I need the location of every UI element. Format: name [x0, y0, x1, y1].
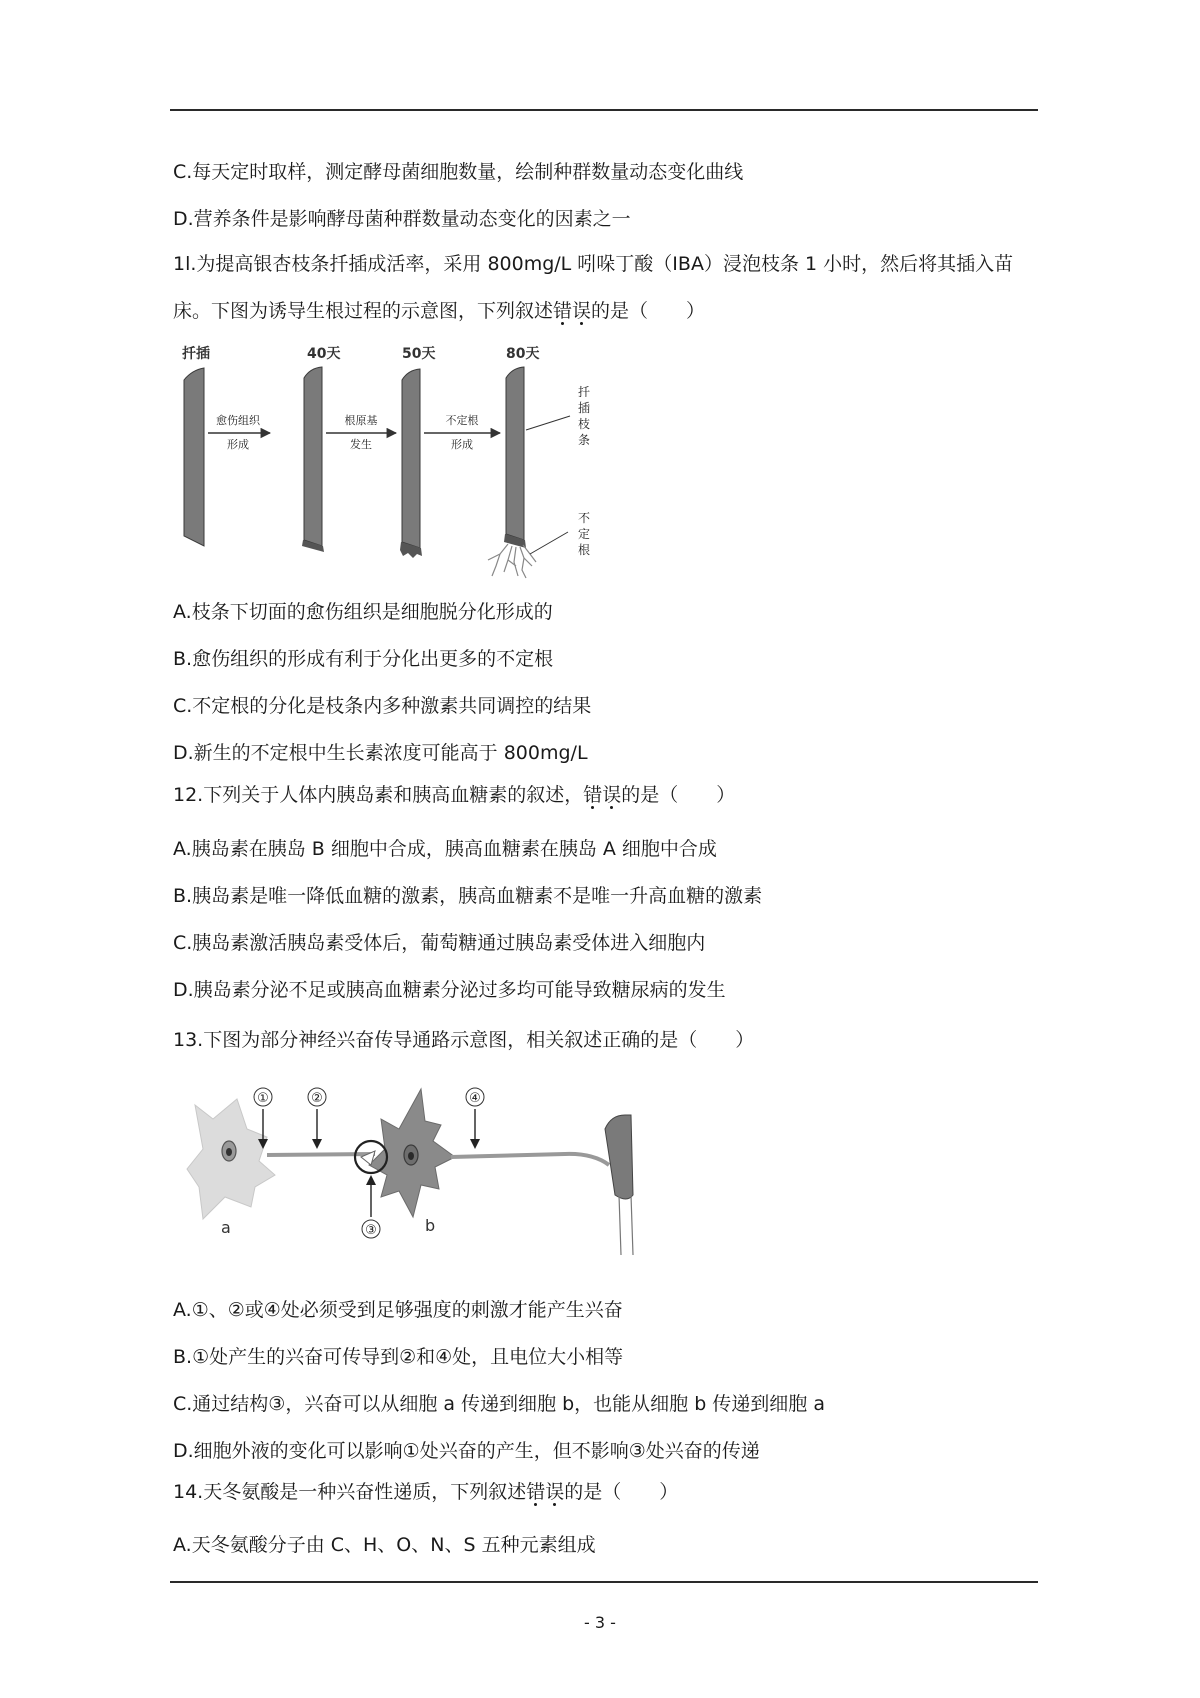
arrow-label: 根原基	[344, 414, 378, 427]
nucleolus	[408, 1152, 414, 1160]
marker-3: ③	[365, 1223, 377, 1238]
stage-label: 80天	[506, 346, 540, 362]
arrow-label: 形成	[227, 438, 249, 451]
stage-label: 40天	[307, 346, 341, 362]
root-label-char: 定	[577, 527, 591, 541]
cutting-branch	[506, 367, 524, 540]
emphasis-mark: 误	[572, 300, 592, 322]
q13-option-a: A.①、②或④处必须受到足够强度的刺激才能产生兴奋	[173, 1299, 623, 1321]
emphasis-mark: 错	[526, 1481, 546, 1503]
cell-a-label: a	[221, 1218, 231, 1237]
emphasis-mark: 错	[583, 784, 603, 806]
q12-option-b: B.胰岛素是唯一降低血糖的激素，胰高血糖素不是唯一升高血糖的激素	[173, 885, 763, 907]
q11-rooting-figure	[170, 340, 610, 580]
branch-label-char: 插	[577, 401, 591, 415]
footer-rule	[170, 1581, 1038, 1583]
arrow-label: 形成	[451, 438, 473, 451]
q13-option-b: B.①处产生的兴奋可传导到②和④处，且电位大小相等	[173, 1346, 624, 1368]
q14-stem: 14.天冬氨酸是一种兴奋性递质，下列叙述错误的是（ ）	[173, 1481, 679, 1503]
q12-option-d: D.胰岛素分泌不足或胰高血糖素分泌过多均可能导致糖尿病的发生	[173, 979, 726, 1001]
cutting-branch	[304, 367, 322, 546]
root-label-char: 不	[577, 511, 591, 525]
branch-label-char: 枝	[577, 417, 591, 431]
arrow-label: 愈伤组织	[216, 414, 260, 427]
q14-option-a: A.天冬氨酸分子由 C、H、O、N、S 五种元素组成	[173, 1534, 596, 1556]
marker-arrowhead	[312, 1139, 322, 1149]
q11-option-d: D.新生的不定根中生长素浓度可能高于 800mg/L	[173, 742, 588, 764]
prev-option-c: C.每天定时取样，测定酵母菌细胞数量，绘制种群数量动态变化曲线	[173, 161, 744, 183]
q13-stem: 13.下图为部分神经兴奋传导通路示意图，相关叙述正确的是（ ）	[173, 1029, 755, 1051]
muscle-edge	[619, 1195, 621, 1255]
marker-arrowhead	[470, 1139, 480, 1149]
q12-stem: 12.下列关于人体内胰岛素和胰高血糖素的叙述，错误的是（ ）	[173, 784, 736, 806]
branch-label-char: 扦	[577, 385, 591, 399]
prev-option-d: D.营养条件是影响酵母菌种群数量动态变化的因素之一	[173, 208, 631, 230]
q11-option-c: C.不定根的分化是枝条内多种激素共同调控的结果	[173, 695, 592, 717]
q12-option-a: A.胰岛素在胰岛 B 细胞中合成，胰高血糖素在胰岛 A 细胞中合成	[173, 838, 717, 860]
page-number: - 3 -	[584, 1613, 616, 1632]
cutting-branch	[402, 369, 420, 548]
pointer-line	[530, 532, 568, 554]
emphasis-mark: 误	[602, 784, 622, 806]
stage-label: 50天	[402, 346, 436, 362]
q13-option-c: C.通过结构③，兴奋可以从细胞 a 传递到细胞 b，也能从细胞 b 传递到细胞 a	[173, 1393, 825, 1415]
q12-option-c: C.胰岛素激活胰岛素受体后，葡萄糖通过胰岛素受体进入细胞内	[173, 932, 706, 954]
cell-b-label: b	[425, 1216, 436, 1235]
muscle	[605, 1115, 633, 1199]
q11-option-a: A.枝条下切面的愈伤组织是细胞脱分化形成的	[173, 601, 553, 623]
pointer-line	[526, 416, 570, 430]
q11-stem: 1l.为提高银杏枝条扦插成活率，采用 800mg/L 吲哚丁酸（IBA）浸泡枝条 1 小时，然后将其插入苗床。下图为诱导生根过程的示意图，下列叙述错误的是（ ）	[173, 253, 1014, 322]
muscle-edge	[631, 1195, 633, 1255]
marker-4: ④	[469, 1091, 481, 1106]
emphasis-mark: 错	[553, 300, 573, 322]
header-rule	[170, 109, 1038, 111]
marker-1: ①	[257, 1091, 269, 1106]
q11-option-b: B.愈伤组织的形成有利于分化出更多的不定根	[173, 648, 554, 670]
adventitious-roots	[488, 544, 536, 578]
emphasis-mark: 误	[545, 1481, 565, 1503]
stage-label: 扦插	[182, 346, 210, 362]
axon	[267, 1154, 375, 1155]
marker-2: ②	[311, 1091, 323, 1106]
q13-neuron-figure	[185, 1085, 665, 1265]
arrow-label: 不定根	[445, 414, 479, 427]
axon	[451, 1154, 609, 1165]
nucleolus	[226, 1148, 232, 1156]
q13-option-d: D.细胞外液的变化可以影响①处兴奋的产生，但不影响③处兴奋的传递	[173, 1440, 760, 1462]
branch-label-char: 条	[577, 433, 591, 447]
cutting-branch	[184, 368, 204, 546]
arrow-label: 发生	[350, 438, 372, 451]
marker-arrowhead	[366, 1175, 376, 1185]
root-label-char: 根	[577, 543, 591, 557]
